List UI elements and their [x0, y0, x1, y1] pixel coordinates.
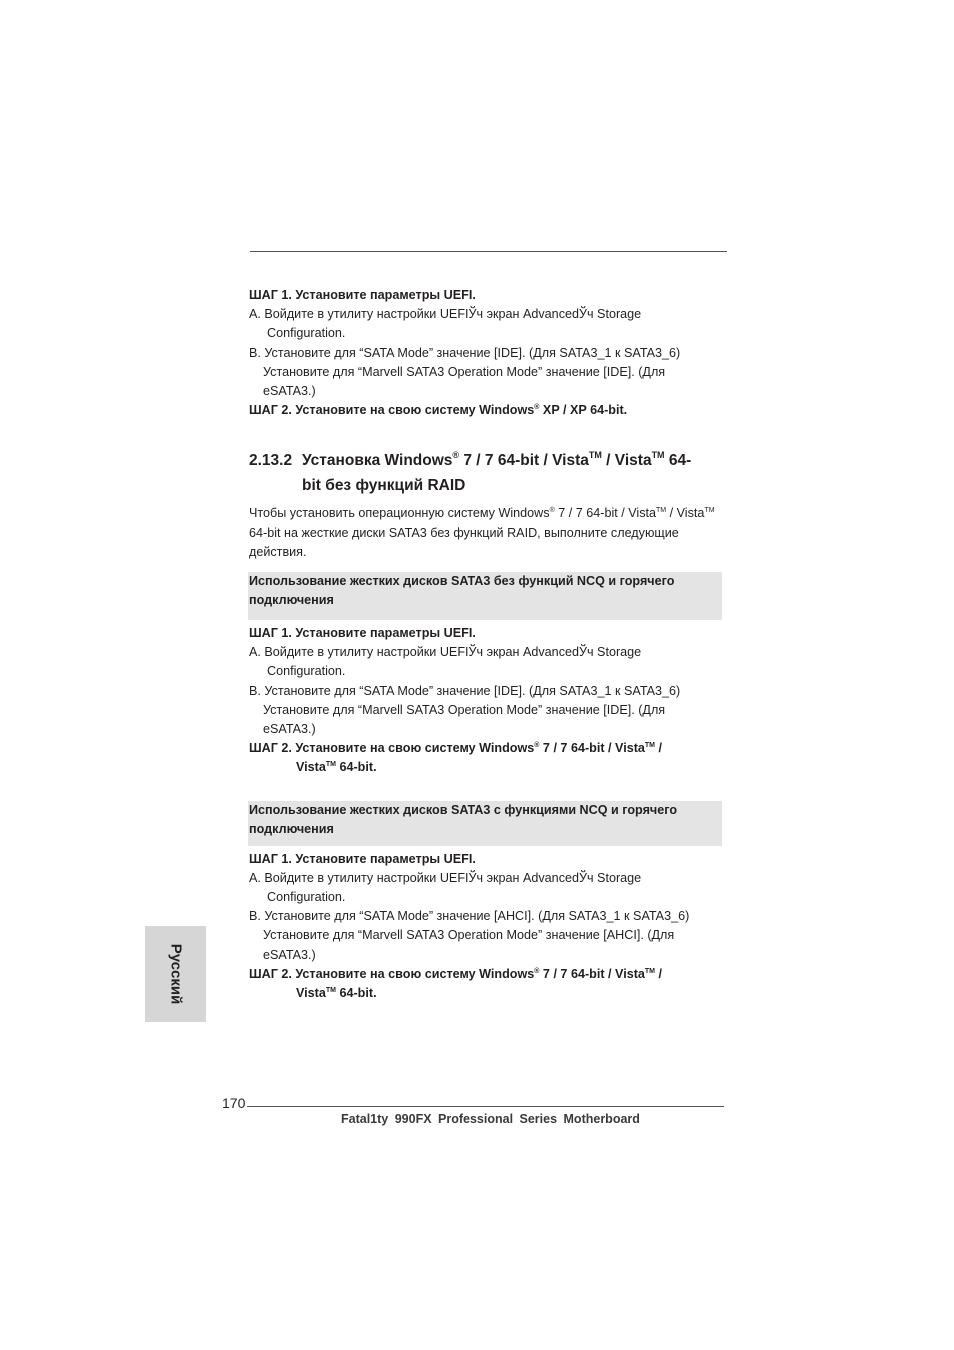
- language-side-tab: [145, 926, 206, 1022]
- page-content: [249, 286, 729, 1003]
- section-number: 2.13.2: [249, 452, 293, 470]
- block1-heading-cont: подключения: [249, 593, 334, 608]
- intro-step1: ШАГ 1. Установите параметры UEFI.: [249, 288, 476, 302]
- block1-step1-b: B. Установите для “SATA Mode” значение [IDE]. (Для SATA3_1 к SATA3_6): [249, 683, 681, 698]
- block1-step2: ШАГ 2. Установите на свою систему Windows® 7 / 7 64-bit / Vista™ /: [249, 741, 663, 756]
- intro-step1-a: A. Войдите в утилиту настройки UEFIЎч экран AdvancedЎч Storage: [249, 307, 642, 322]
- block2-heading-box: [248, 801, 722, 846]
- section-description: Чтобы установить операционную систему Windows® 7 / 7 64-bit / Vista™ / Vista™: [249, 506, 715, 521]
- block2-step1-a: A. Войдите в утилиту настройки UEFIЎч экран AdvancedЎч Storage: [249, 870, 642, 885]
- intro-step1-b: B. Установите для “SATA Mode” значение [IDE]. (Для SATA3_1 к SATA3_6): [249, 345, 681, 360]
- block2-step1-b: B. Установите для “SATA Mode” значение [AHCI]. (Для SATA3_1 к SATA3_6): [249, 909, 690, 924]
- section-heading: 2.13.2 Установка Windows® 7 / 7 64-bit / Vista™ / Vista™ 64- bit без функций RAID: [249, 450, 692, 495]
- section-description-2: 64-bit на жесткие диски SATA3 без функций RAID, выполните следующие: [249, 525, 679, 540]
- block2-heading-cont: подключения: [249, 821, 334, 836]
- block2-step2: ШАГ 2. Установите на свою систему Windows® 7 / 7 64-bit / Vista™ /: [249, 966, 663, 981]
- block1-step1-b-cont1: Установите для “Marvell SATA3 Operation Mode” значение [IDE]. (Для: [263, 702, 666, 717]
- section-description-3: действия.: [249, 544, 307, 559]
- section-heading-cont: bit без функций RAID: [302, 477, 466, 495]
- block2-heading: Использование жестких дисков SATA3 с функциями NCQ и горячего: [249, 802, 678, 817]
- intro-step1-b-cont1: Установите для “Marvell SATA3 Operation Mode” значение [IDE]. (Для: [263, 364, 666, 379]
- footer-product: Fatal1ty 990FX Professional Series Motherboard: [341, 1112, 640, 1126]
- block1-step1: ШАГ 1. Установите параметры UEFI.: [249, 626, 476, 641]
- block1-step1-a: A. Войдите в утилиту настройки UEFIЎч экран AdvancedЎч Storage: [249, 645, 642, 660]
- block2-step2-cont: Vista™ 64-bit.: [296, 986, 377, 1001]
- language-label: Русский: [167, 943, 184, 1005]
- block1-step1-b-cont2: eSATA3.): [263, 722, 316, 737]
- page-number: 170: [222, 1095, 246, 1111]
- block1-heading-box: [248, 572, 722, 620]
- intro-step1-b-cont2: eSATA3.): [263, 384, 316, 399]
- intro-step2: ШАГ 2. Установите на свою систему Windows® XP / XP 64-bit.: [249, 403, 628, 418]
- block1-step2-cont: Vista™ 64-bit.: [296, 760, 377, 775]
- block2-step1-b-cont2: eSATA3.): [263, 947, 316, 962]
- block1-step1-a-cont: Configuration.: [267, 664, 346, 679]
- block1-heading: Использование жестких дисков SATA3 без функций NCQ и горячего: [249, 574, 675, 589]
- block2-step1: ШАГ 1. Установите параметры UEFI.: [249, 851, 476, 866]
- block2-step1-a-cont: Configuration.: [267, 890, 346, 905]
- bottom-rule: [247, 1106, 724, 1107]
- block2-step1-b-cont1: Установите для “Marvell SATA3 Operation Mode” значение [AHCI]. (Для: [263, 928, 675, 943]
- intro-step1-a-cont: Configuration.: [267, 326, 346, 341]
- top-rule: [250, 251, 727, 252]
